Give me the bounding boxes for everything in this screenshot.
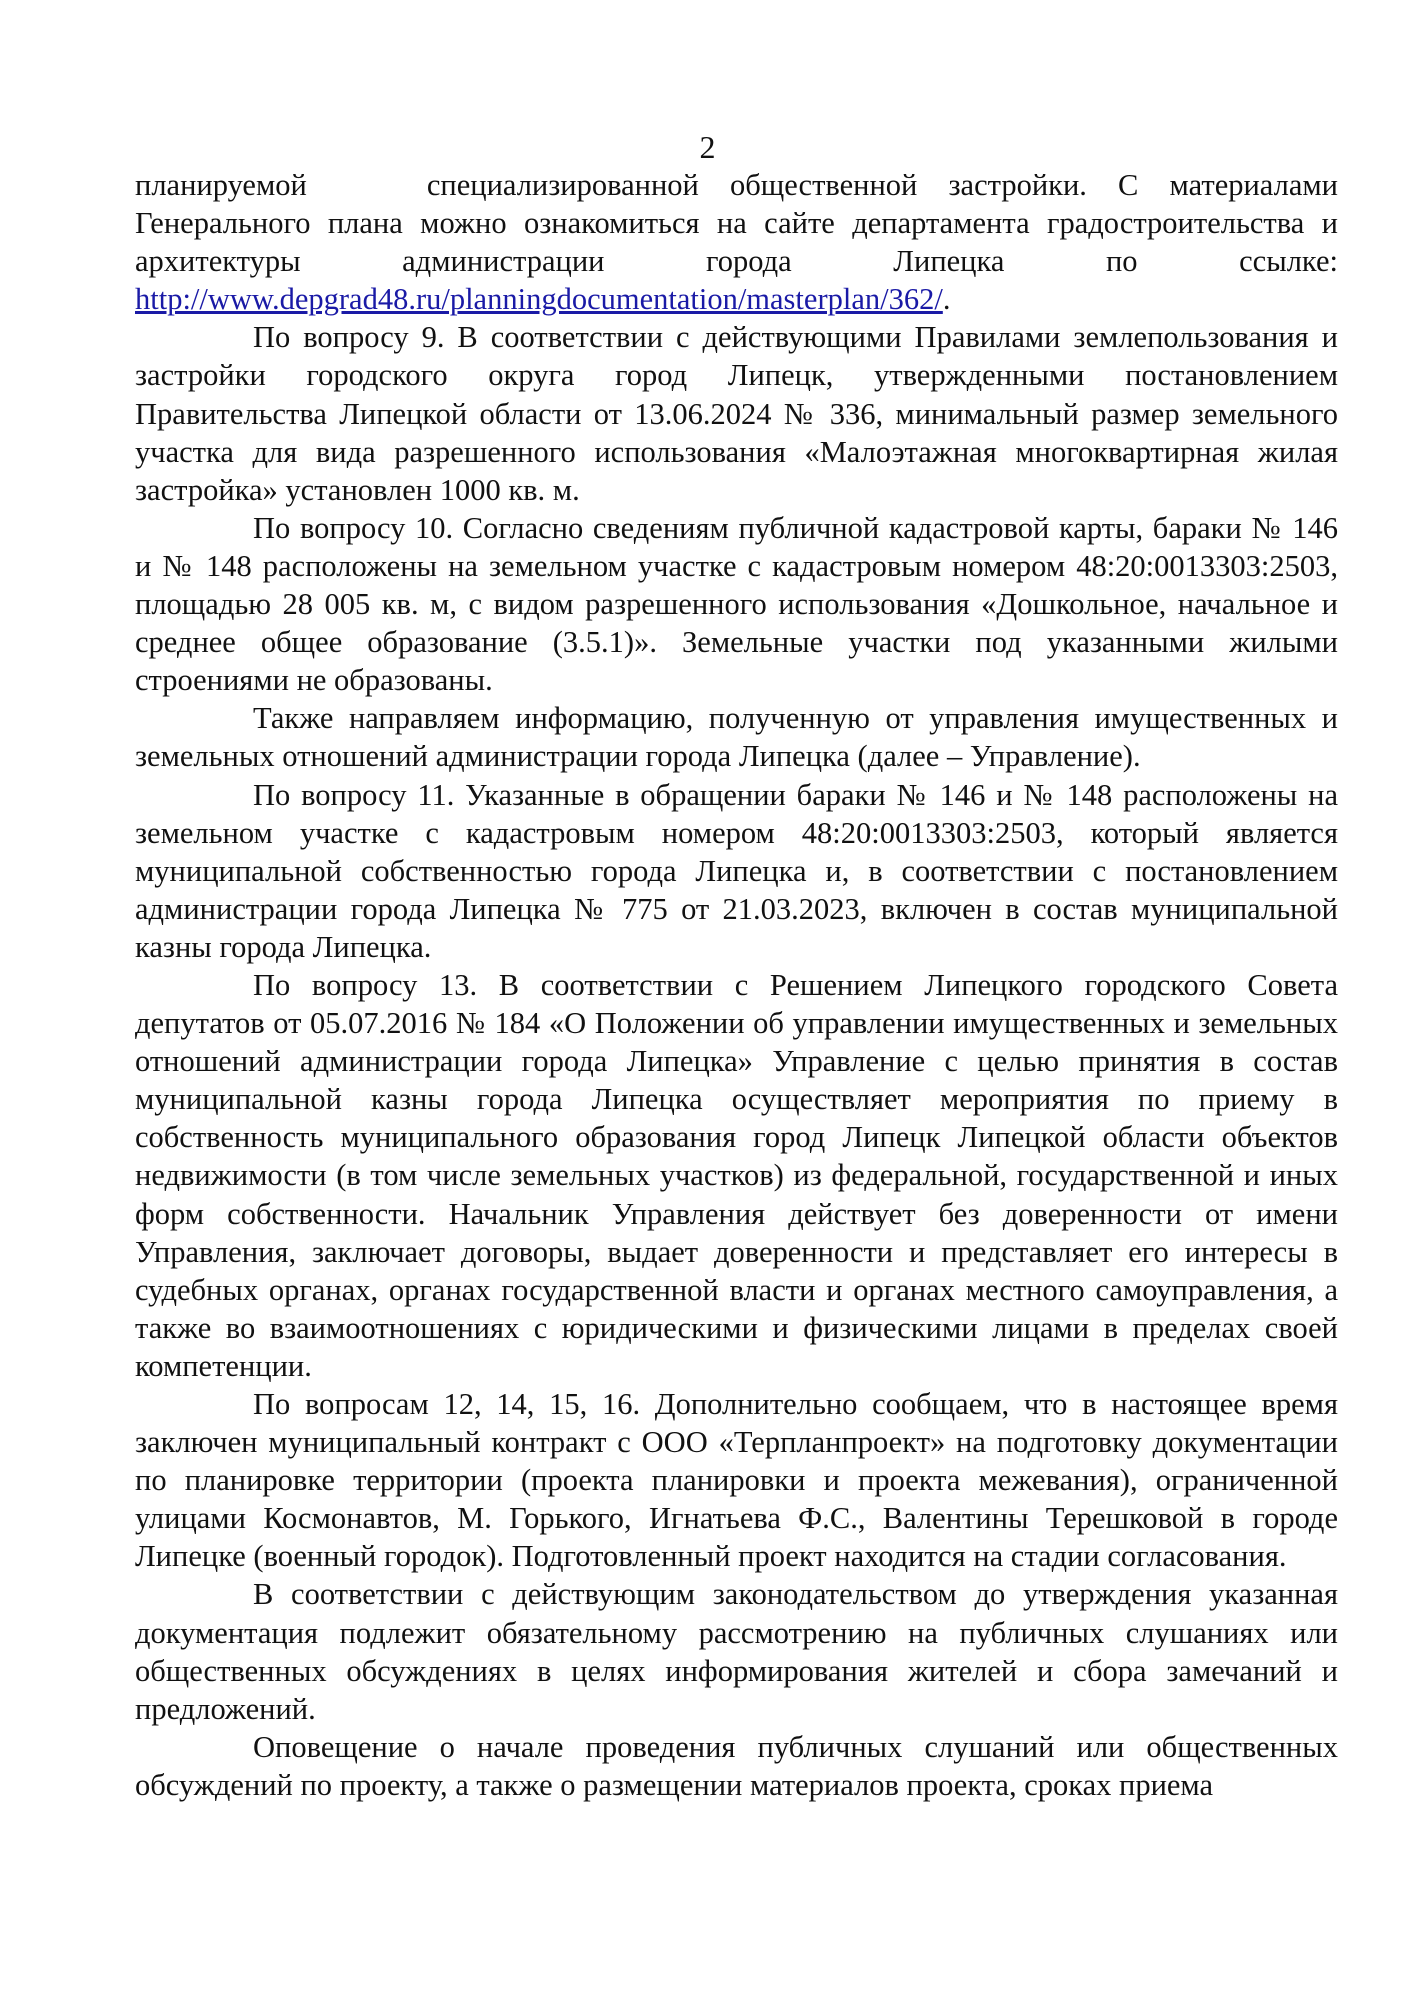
paragraph-text: специализированной общественной застройки. С материалами Генерального плана можно ознакомиться на сайте департамента градостроительства и архитектуры администрации города Липецка по ссылке:	[135, 168, 1338, 279]
page-number: 2	[699, 129, 716, 165]
paragraph-notification: Оповещение о начале проведения публичных слушаний или общественных обсуждений по проекту, а также о размещении материалов проекта, сроках приема	[135, 1729, 1338, 1802]
paragraph-text: планируемой	[135, 168, 307, 202]
paragraph-additional-info: Также направляем информацию, полученную от управления имущественных и земельных отношений администрации города Липецка (далее – Управление).	[135, 701, 1338, 774]
paragraph-text: .	[942, 282, 951, 317]
paragraph-questions-12-14-15-16: По вопросам 12, 14, 15, 16. Дополнительно сообщаем, что в настоящее время заключен муниципальный контракт с ООО «Терпланпроект» на подготовку документации по планировке территории (проекта планировки и проекта межевания), ограниченной улицами Космонавтов, М. Горького, Игнатьева Ф.С., Валентины Терешковой в городе Липецке (военный городок). Подготовленный проект находится на стадии согласования.	[135, 1387, 1338, 1574]
masterplan-link[interactable]: http://www.depgrad48.ru/planningdocumentation/masterplan/362/	[135, 282, 943, 317]
document-body	[135, 166, 1338, 1804]
paragraph-question-10: По вопросу 10. Согласно сведениям публичной кадастровой карты, бараки № 146 и № 148 расположены на земельном участке с кадастровым номером 48:20:0013303:2503, площадью 28 005 кв. м, с видом разрешенного использования «Дошкольное, начальное и среднее общее образование (3.5.1)». Земельные участки под указанными жилыми строениями не образованы.	[135, 510, 1338, 698]
paragraph-legislation: В соответствии с действующим законодательством до утверждения указанная документация подлежит обязательному рассмотрению на публичных слушаниях или общественных обсуждениях в целях информирования жителей и сбора замечаний и предложений.	[135, 1577, 1338, 1726]
paragraph-question-9: По вопросу 9. В соответствии с действующими Правилами землепользования и застройки городского округа город Липецк, утвержденными постановлением Правительства Липецкой области от 13.06.2024 № 336, минимальный размер земельного участка для вида разрешенного использования «Малоэтажная многоквартирная жилая застройка» установлен 1000 кв. м.	[135, 320, 1338, 507]
paragraph-question-13: По вопросу 13. В соответствии с Решением Липецкого городского Совета депутатов от 05.07.2016 № 184 «О Положении об управлении имущественных и земельных отношений администрации города Липецка» Управление с целью принятия в состав муниципальной казны города Липецка осуществляет мероприятия по приему в собственность муниципального образования город Липецк Липецкой области объектов недвижимости (в том числе земельных участков) из федеральной, государственной и иных форм собственности. Начальник Управления действует без доверенности от имени Управления, заключает договоры, выдает доверенности и представляет его интересы в судебных органах, органах государственной власти и органах местного самоуправления, а также во взаимоотношениях с юридическими и физическими лицами в пределах своей компетенции.	[135, 967, 1338, 1383]
paragraph-question-11: По вопросу 11. Указанные в обращении бараки № 146 и № 148 расположены на земельном участке с кадастровым номером 48:20:0013303:2503, который является муниципальной собственностью города Липецка и, в соответствии с постановлением администрации города Липецка № 775 от 21.03.2023, включен в состав муниципальной казны города Липецка.	[135, 777, 1338, 964]
paragraph-continuation	[135, 166, 1338, 318]
